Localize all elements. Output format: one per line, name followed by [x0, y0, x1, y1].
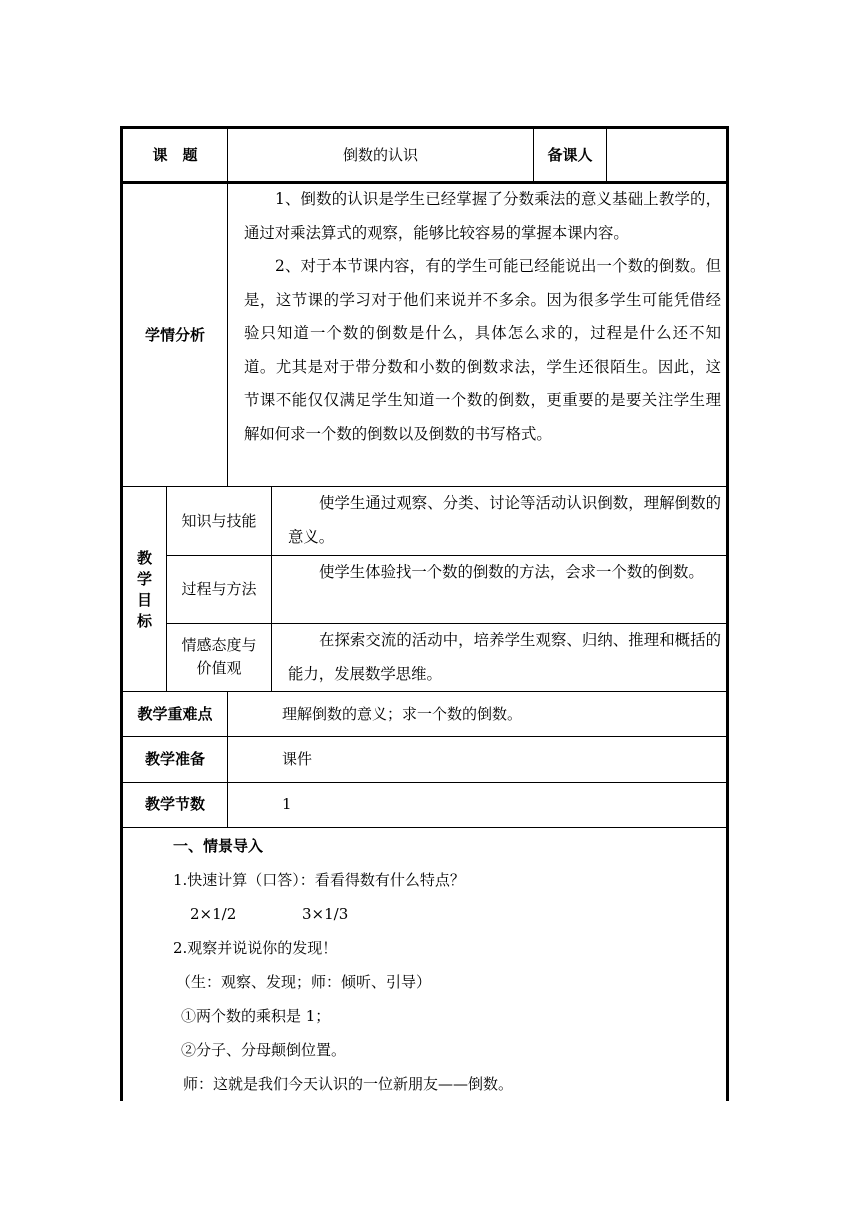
process-line: 2.观察并说说你的发现！ — [173, 939, 338, 957]
process-line: （生：观察、发现；师：倾听、引导） — [176, 973, 432, 991]
preparer-label: 备课人 — [547, 146, 593, 164]
analysis-paragraph-2: 2、对于本节课内容，有的学生可能已经能说出一个数的倒数。但是，这节课的学习对于他们来说并不多余。因为很多学生可能凭借经验只知道一个数的倒数是什么，具体怎么求的，过程是什么还不知道。尤其是对于带分数和小数的倒数求法，学生还很陌生。因此，这节课不能仅仅满足学生知道一个数的倒数，更重要的是要关注学生理解如何求一个数的倒数以及倒数的书写格式。 — [244, 257, 721, 443]
process-line: 师：这就是我们今天认识的一位新朋友——倒数。 — [183, 1075, 514, 1093]
goal-label-attitude-line: 价值观 — [196, 659, 242, 677]
periods-value: 1 — [282, 795, 292, 813]
periods-label: 教学节数 — [144, 795, 205, 813]
goal-label-attitude-line: 情感态度与 — [181, 636, 257, 654]
row-divider-goals — [120, 691, 729, 692]
goal-text-attitude: 在探索交流的活动中，培养学生观察、归纳、推理和概括的能力，发展数学思维。 — [288, 631, 721, 683]
col-divider-lower — [227, 691, 228, 827]
preparation-value: 课件 — [282, 750, 313, 768]
topic-label: 课 题 — [152, 146, 198, 164]
goal-label-knowledge: 知识与技能 — [181, 512, 257, 530]
topic-value: 倒数的认识 — [342, 146, 418, 164]
process-line: ①两个数的乘积是 1； — [181, 1007, 331, 1025]
row-divider-periods — [120, 827, 729, 828]
goal-text-process: 使学生体验找一个数的倒数的方法，会求一个数的倒数。 — [319, 563, 704, 581]
process-line: 1.快速计算（口答）：看看得数有什么特点？ — [173, 871, 465, 889]
goals-label-char: 标 — [136, 612, 152, 630]
goals-label-char: 教 — [136, 549, 152, 567]
process-calc-2: 3×1/3 — [302, 905, 349, 923]
col-divider-goals-2 — [271, 486, 272, 691]
goal-label-process: 过程与方法 — [181, 580, 257, 598]
row-divider-keypoints — [120, 736, 729, 737]
row-divider-preparation — [120, 782, 729, 783]
analysis-paragraph-1: 1、倒数的认识是学生已经掌握了分数乘法的意义基础上教学的，通过对乘法算式的观察，能够比较容易的掌握本课内容。 — [244, 190, 721, 242]
goals-label-char: 学 — [136, 570, 152, 588]
goals-label-char: 目 — [136, 591, 152, 609]
process-calc-1: 2×1/2 — [190, 905, 237, 923]
keypoints-label: 教学重难点 — [137, 705, 213, 723]
goal-text-knowledge: 使学生通过观察、分类、讨论等活动认识倒数，理解倒数的意义。 — [288, 494, 721, 546]
goals-label — [123, 548, 166, 632]
keypoints-value: 理解倒数的意义；求一个数的倒数。 — [282, 705, 523, 723]
process-section-title: 一、情景导入 — [173, 837, 264, 855]
goal-label-attitude — [167, 634, 271, 680]
process-line: ②分子、分母颠倒位置。 — [181, 1041, 347, 1059]
col-divider-header-3 — [606, 129, 607, 182]
analysis-label: 学情分析 — [144, 326, 205, 344]
col-divider-analysis — [227, 184, 228, 486]
preparation-label: 教学准备 — [144, 750, 205, 768]
